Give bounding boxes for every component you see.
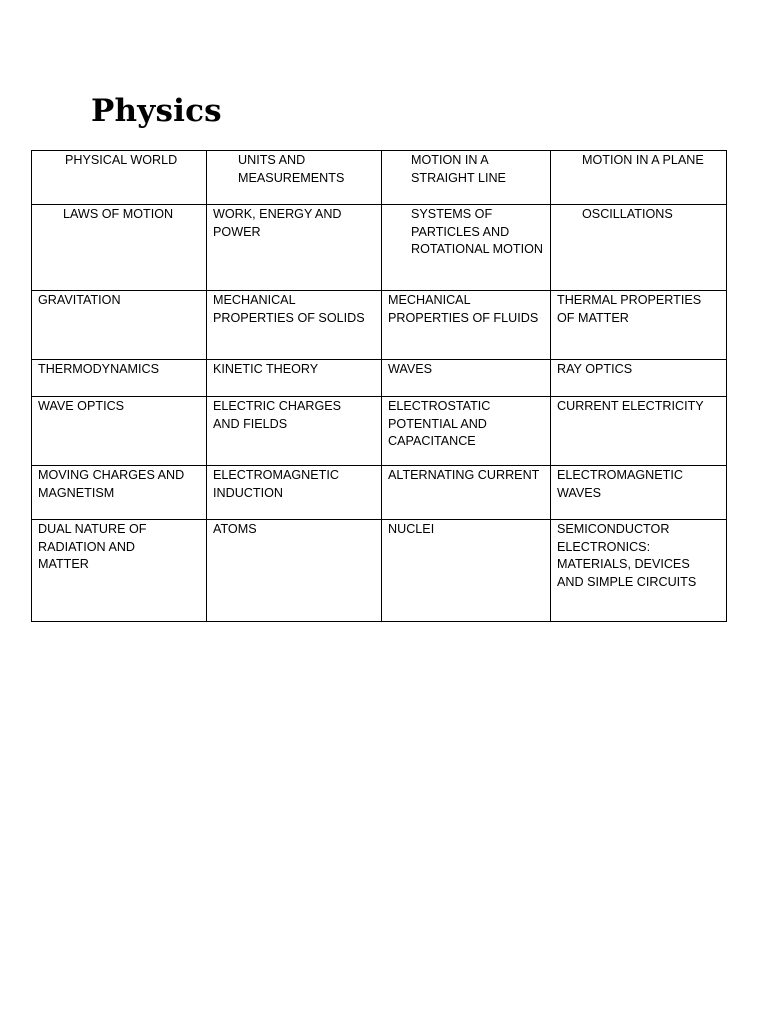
table-cell: NUCLEI: [382, 520, 551, 622]
table-cell: MECHANICAL PROPERTIES OF SOLIDS: [207, 291, 382, 360]
page-title: Physics: [91, 93, 222, 129]
table-cell: THERMAL PROPERTIES OF MATTER: [551, 291, 727, 360]
table-cell: LAWS OF MOTION: [32, 205, 207, 291]
table-cell: GRAVITATION: [32, 291, 207, 360]
table-cell: ATOMS: [207, 520, 382, 622]
table-cell: SYSTEMS OF PARTICLES AND ROTATIONAL MOTION: [382, 205, 551, 291]
table-cell: SEMICONDUCTOR ELECTRONICS: MATERIALS, DEVICES AND SIMPLE CIRCUITS: [551, 520, 727, 622]
table-row: [32, 291, 727, 360]
table-row: [32, 205, 727, 291]
table-cell: MOTION IN A PLANE: [551, 151, 727, 205]
table-cell: ELECTRIC CHARGES AND FIELDS: [207, 397, 382, 466]
table-cell: RAY OPTICS: [551, 360, 727, 397]
table-cell: ALTERNATING CURRENT: [382, 466, 551, 520]
table-cell: THERMODYNAMICS: [32, 360, 207, 397]
table-cell: UNITS AND MEASUREMENTS: [207, 151, 382, 205]
table-cell: ELECTROMAGNETIC WAVES: [551, 466, 727, 520]
table-row: [32, 151, 727, 205]
table-cell: WAVES: [382, 360, 551, 397]
table-cell: CURRENT ELECTRICITY: [551, 397, 727, 466]
table-cell: MECHANICAL PROPERTIES OF FLUIDS: [382, 291, 551, 360]
table-cell: MOTION IN A STRAIGHT LINE: [382, 151, 551, 205]
chapters-table: [31, 150, 727, 622]
table-cell: WAVE OPTICS: [32, 397, 207, 466]
table-cell: OSCILLATIONS: [551, 205, 727, 291]
table-cell: KINETIC THEORY: [207, 360, 382, 397]
table-cell: ELECTROSTATIC POTENTIAL AND CAPACITANCE: [382, 397, 551, 466]
table-row: [32, 397, 727, 466]
table-cell: ELECTROMAGNETIC INDUCTION: [207, 466, 382, 520]
table-row: [32, 466, 727, 520]
table-row: [32, 520, 727, 622]
table-row: [32, 360, 727, 397]
table-cell: DUAL NATURE OF RADIATION AND MATTER: [32, 520, 207, 622]
table-cell: WORK, ENERGY AND POWER: [207, 205, 382, 291]
table-cell: MOVING CHARGES AND MAGNETISM: [32, 466, 207, 520]
table-cell: PHYSICAL WORLD: [32, 151, 207, 205]
